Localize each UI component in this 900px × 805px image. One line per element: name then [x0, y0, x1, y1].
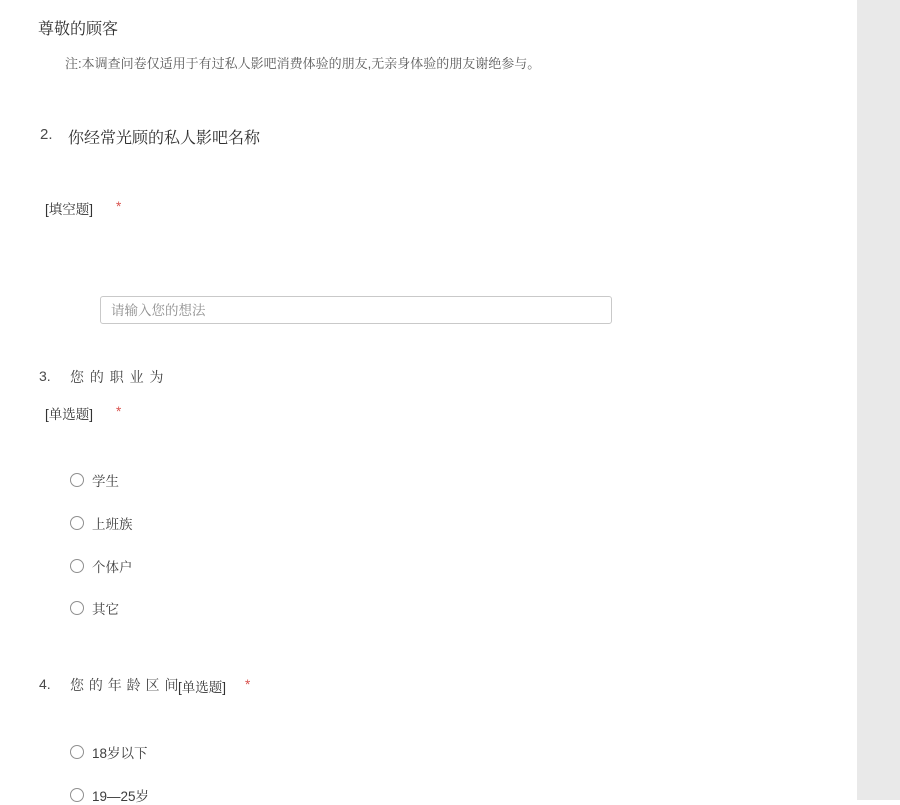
radio-option-row[interactable]: [70, 515, 133, 531]
radio-option-row[interactable]: [70, 787, 149, 803]
option-label: 学生: [92, 474, 119, 489]
required-asterisk: *: [116, 199, 122, 214]
question-4-type-label: [单选题]: [178, 680, 227, 695]
radio-button-icon[interactable]: [70, 473, 84, 487]
greeting-text: 尊敬的顾客: [38, 21, 119, 38]
survey-note: 注:本调查问卷仅适用于有过私人影吧消费体验的朋友,无亲身体验的朋友谢绝参与。: [65, 56, 541, 71]
answer-input[interactable]: [100, 296, 612, 324]
radio-option-row[interactable]: [70, 600, 119, 616]
question-2-number: 2.: [40, 126, 53, 143]
question-4-number: 4.: [39, 676, 51, 692]
question-2-type-label: [填空题]: [45, 202, 94, 217]
option-label: 19—25岁: [92, 789, 150, 804]
radio-button-icon[interactable]: [70, 516, 84, 530]
radio-button-icon[interactable]: [70, 745, 84, 759]
question-3-type-label: [单选题]: [45, 407, 94, 422]
radio-button-icon[interactable]: [70, 601, 84, 615]
question-3-number: 3.: [39, 368, 51, 384]
radio-option-row[interactable]: [70, 744, 148, 760]
radio-option-row[interactable]: [70, 472, 119, 488]
question-3-title: 您 的 职 业 为: [70, 369, 165, 385]
option-label: 其它: [92, 602, 119, 617]
required-asterisk: *: [116, 404, 122, 419]
question-2-title: 你经常光顾的私人影吧名称: [68, 130, 261, 147]
question-4-title: 您 的 年 龄 区 间: [70, 677, 179, 693]
radio-option-row[interactable]: [70, 558, 133, 574]
page-right-gutter: [857, 0, 900, 800]
option-label: 18岁以下: [92, 746, 148, 761]
option-label: 上班族: [92, 517, 133, 532]
radio-button-icon[interactable]: [70, 559, 84, 573]
option-label: 个体户: [92, 560, 133, 575]
required-asterisk: *: [245, 677, 251, 692]
